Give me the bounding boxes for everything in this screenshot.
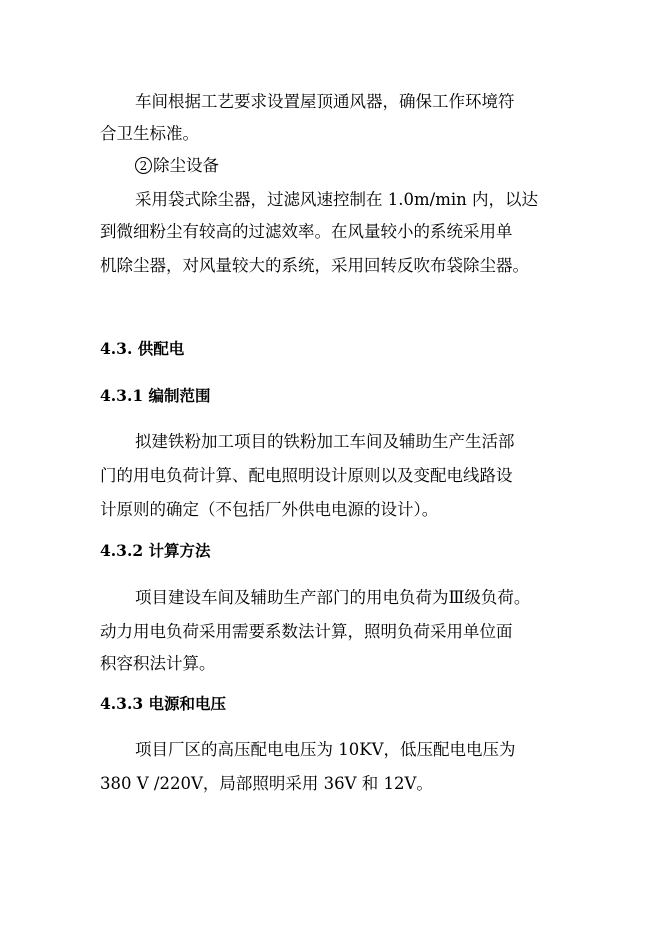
- dust-line-3: 机除尘器，对风量较大的系统，采用回转反吹布袋除尘器。: [100, 256, 529, 275]
- method-line-1: 项目建设车间及辅助生产部门的用电负荷为Ⅲ级负荷。: [135, 588, 531, 607]
- scope-line-3: 计原则的确定（不包括厂外供电电源的设计）。: [100, 500, 439, 519]
- scope-line-2: 门的用电负荷计算、配电照明设计原则以及变配电线路设: [100, 466, 513, 485]
- dust-line-1: 采用袋式除尘器，过滤风速控制在 1.0m/min 内，以达: [135, 190, 538, 209]
- method-line-3: 积容积法计算。: [100, 654, 216, 673]
- section-heading-4-3-2: 4.3.2 计算方法: [100, 541, 211, 560]
- scope-line-1: 拟建铁粉加工项目的铁粉加工车间及辅助生产生活部: [135, 432, 515, 451]
- section-heading-4-3-1: 4.3.1 编制范围: [100, 386, 211, 405]
- dust-line-2: 到微细粉尘有较高的过滤效率。在风量较小的系统采用单: [100, 222, 513, 241]
- dust-equipment-heading: [135, 156, 219, 176]
- section-heading-4-3: 4.3. 供配电: [100, 339, 185, 358]
- section-heading-4-3-3: 4.3.3 电源和电压: [100, 694, 227, 713]
- method-line-2: 动力用电负荷采用需要系数法计算，照明负荷采用单位面: [100, 622, 513, 641]
- voltage-line-1: 项目厂区的高压配电电压为 10KV，低压配电电压为: [135, 740, 516, 759]
- ventilation-line-2: 合卫生标准。: [100, 124, 199, 143]
- voltage-line-2: 380 V /220V，局部照明采用 36V 和 12V。: [100, 774, 433, 793]
- dust-equipment-heading-text: 除尘设备: [153, 156, 219, 175]
- circled-number: 2: [135, 157, 152, 174]
- ventilation-line-1: 车间根据工艺要求设置屋顶通风器，确保工作环境符: [135, 92, 515, 111]
